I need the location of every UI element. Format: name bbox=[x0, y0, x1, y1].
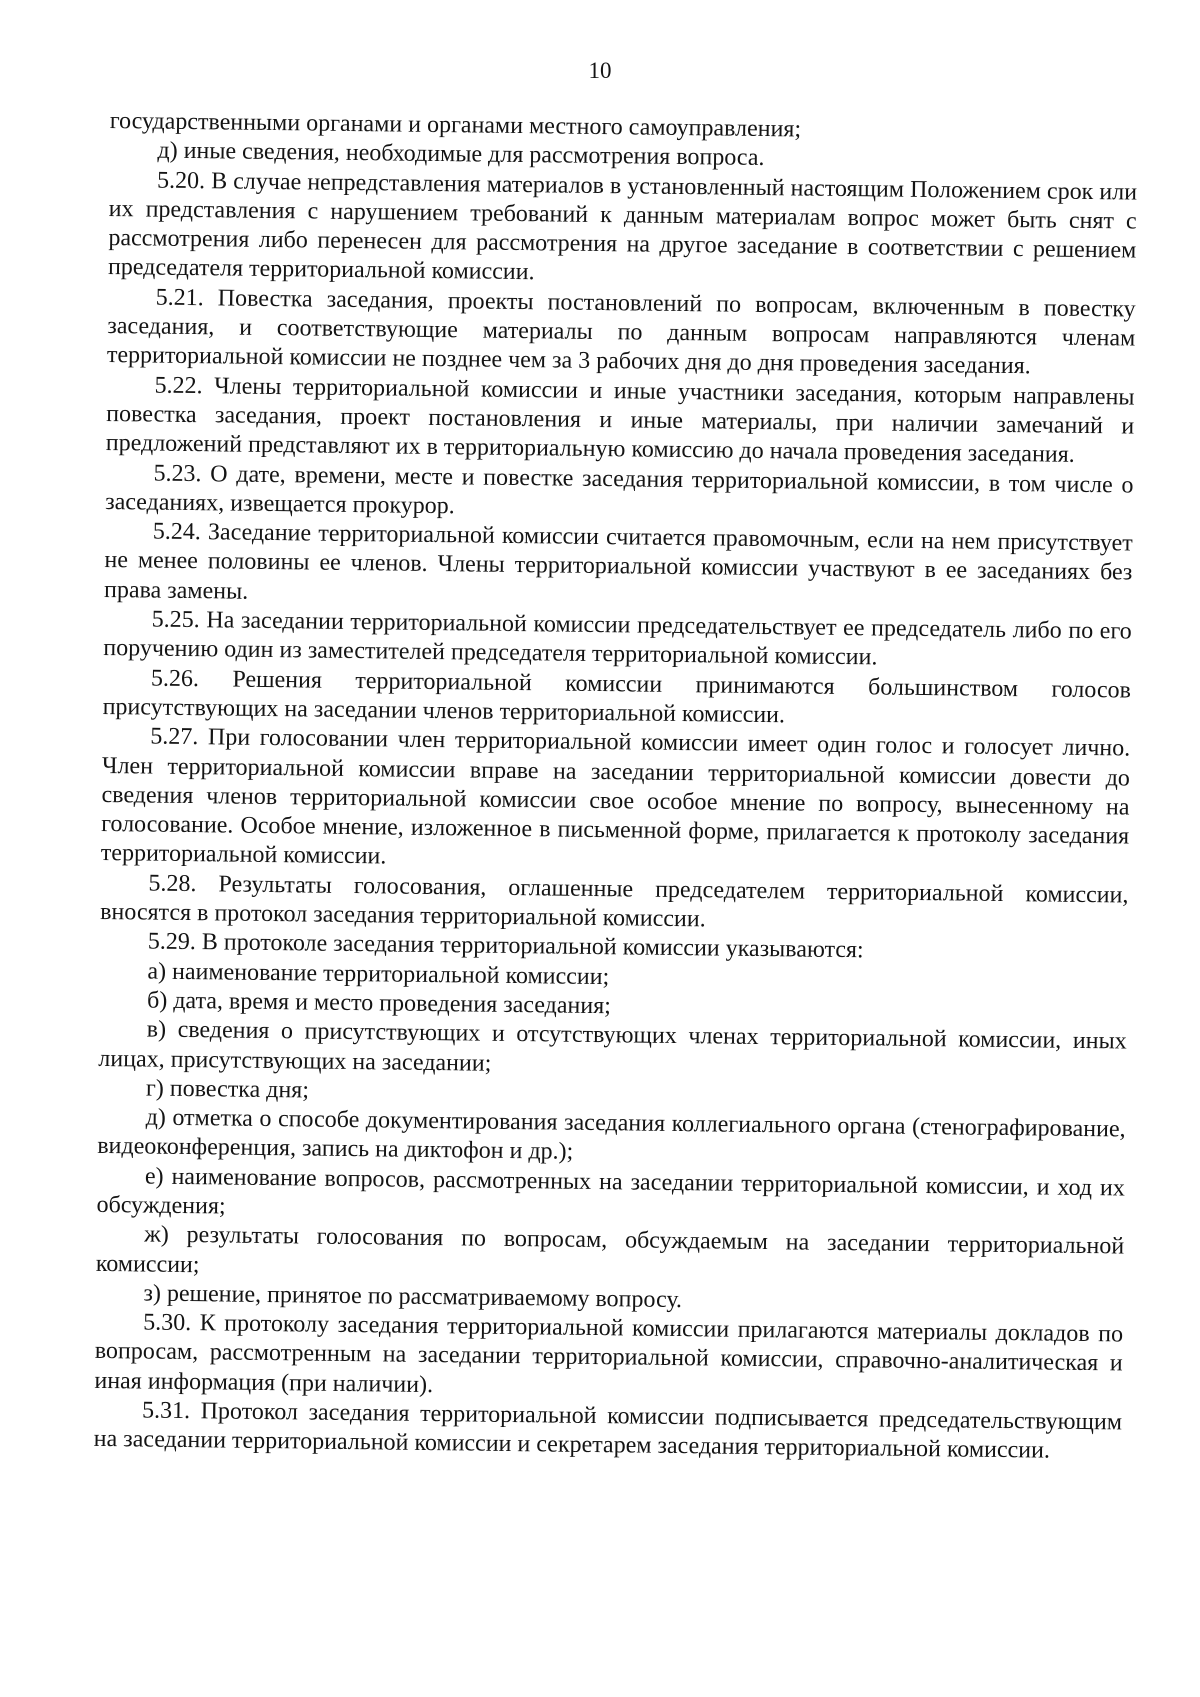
clause-5-27: 5.27. При голосовании член территориальной комиссии имеет один голос и голосует лично. Член территориальной комиссии вправе на заседании территориальной комиссии довести до сведения членов территориальной комиссии свое особое мнение по вопросу, вынесенному на голосование. Особое мнение, изложенное в письменной форме, прилагается к протоколу заседания территориальной комиссии. bbox=[100, 723, 1131, 870]
list-item-d2: д) отметка о способе документирования заседания коллегиального органа (стенографирование, видеоконференция, запись на диктофон и др.); bbox=[97, 1104, 1126, 1166]
clause-5-20: 5.20. В случае непредставления материалов в установленный настоящим Положением срок или их представления с нарушением требований к данным материалам вопрос может быть снят с рассмотрения либо перенесен для рассмотрения на другое заседание в соответствии с решением председателя территориальной комиссии. bbox=[107, 167, 1138, 286]
clause-5-25: 5.25. На заседании территориальной комиссии председательствует ее председатель либо по его поручению один из заместителей председателя территориальной комиссии. bbox=[103, 606, 1132, 671]
clause-5-30: 5.30. К протоколу заседания территориальной комиссии прилагаются материалы докладов по вопросам, рассмотренным на заседании территориальной комиссии, справочно-аналитическая и иная информация (при наличии). bbox=[94, 1309, 1124, 1398]
list-item-z: з) решение, принятое по рассматриваемому вопросу. bbox=[143, 1280, 683, 1313]
clause-5-21: 5.21. Повестка заседания, проекты постановлений по вопросам, включенным в повестку заседания, и соответствующие материалы по данным вопросам направляются членам территориальной комиссии не позднее чем за 3 рабочих дня до дня проведения заседания. bbox=[106, 284, 1136, 380]
page-number: 10 bbox=[588, 58, 612, 83]
clause-5-31: 5.31. Протокол заседания территориальной комиссии подписывается председательствующим на заседании территориальной комиссии и секретарем заседания территориальной комиссии. bbox=[93, 1397, 1123, 1464]
clause-5-28: 5.28. Результаты голосования, оглашенные председателем территориальной комиссии, вносятся в протокол заседания территориальной комиссии. bbox=[100, 870, 1129, 933]
list-item-v: в) сведения о присутствующих и отсутствующих членах территориальной комиссии, иных лицах, присутствующих на заседании; bbox=[98, 1016, 1127, 1077]
clause-5-23: 5.23. О дате, времени, месте и повестке заседания территориальной комиссии, в том числе о заседаниях, извещается прокурор. bbox=[105, 460, 1134, 520]
document-body bbox=[94, 107, 1138, 1467]
list-item-zh: ж) результаты голосования по вопросам, обсуждаемым на заседании территориальной комиссии; bbox=[95, 1221, 1125, 1278]
list-item-b: б) дата, время и место проведения заседания; bbox=[146, 987, 612, 1020]
clause-5-24: 5.24. Заседание территориальной комиссии считается правомочным, если на нем присутствует не менее половины ее членов. Члены территориальной комиссии участвуют в ее заседаниях без права замены. bbox=[103, 518, 1133, 605]
clause-5-26: 5.26. Решения территориальной комиссии принимаются большинством голосов присутствующих на заседании членов территориальной комиссии. bbox=[102, 665, 1132, 729]
list-item-a: а) наименование территориальной комиссии; bbox=[147, 958, 610, 990]
paragraph-continuation: государственными органами и органами местного самоуправления; bbox=[109, 107, 802, 143]
list-item-d: д) иные сведения, необходимые для рассмотрения вопроса. bbox=[157, 137, 765, 172]
list-item-g: г) повестка дня; bbox=[145, 1075, 310, 1104]
list-item-e: е) наименование вопросов, рассмотренных на заседании территориальной комиссии, и ход их обсуждения; bbox=[96, 1163, 1126, 1220]
clause-5-29: 5.29. В протоколе заседания территориальной комиссии указываются: bbox=[147, 928, 864, 964]
clause-5-22: 5.22. Члены территориальной комиссии и иные участники заседания, которым направлены повестка заседания, проект постановления и иные материалы, при наличии замечаний и предложений представляют их в территориальную комиссию до начала проведения заседания. bbox=[105, 372, 1135, 469]
